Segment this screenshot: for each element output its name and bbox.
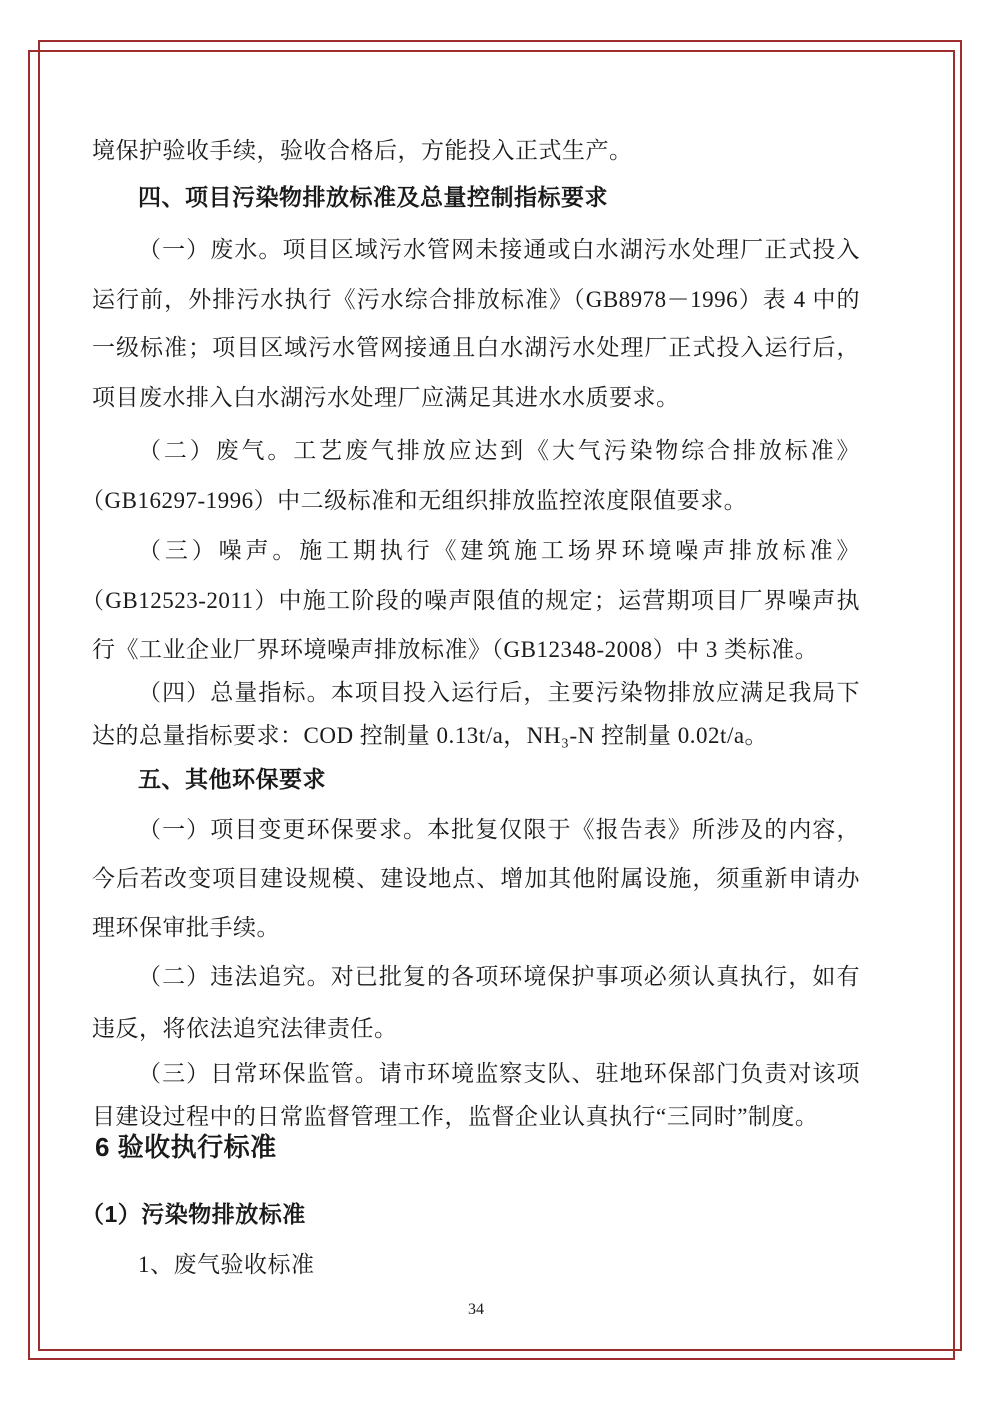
paragraph-line: 目建设过程中的日常监督管理工作，监督企业认真执行“三同时”制度。	[92, 1104, 819, 1129]
paragraph-line: 项目废水排入白水湖污水处理厂应满足其进水水质要求。	[92, 385, 680, 410]
paragraph-line: 今后若改变项目建设规模、建设地点、增加其他附属设施，须重新申请办	[92, 866, 860, 891]
paragraph-line: （GB16297-1996）中二级标准和无组织排放监控浓度限值要求。	[81, 488, 748, 513]
paragraph-line: 达的总量指标要求：COD 控制量 0.13t/a，NH₃-N 控制量 0.02t/a。	[92, 723, 769, 748]
paragraph-line: 违反，将依法追究法律责任。	[92, 1016, 398, 1041]
paragraph-line: （三）日常环保监管。请市环境监察支队、驻地环保部门负责对该项	[138, 1061, 860, 1086]
section-heading-4: 四、项目污染物排放标准及总量控制指标要求	[138, 184, 608, 210]
page-number: 34	[468, 1301, 484, 1318]
chapter-heading-6: 6 验收执行标准	[95, 1132, 277, 1162]
paragraph-line: （三）噪声。施工期执行《建筑施工场界环境噪声排放标准》	[138, 538, 860, 563]
paragraph-line: （一）项目变更环保要求。本批复仅限于《报告表》所涉及的内容，	[138, 817, 860, 842]
paragraph-line: （二）违法追究。对已批复的各项环境保护事项必须认真执行，如有	[138, 964, 860, 989]
paragraph-line: （四）总量指标。本项目投入运行后，主要污染物排放应满足我局下	[138, 680, 860, 705]
paragraph-line: 一级标准；项目区域污水管网接通且白水湖污水处理厂正式投入运行后，	[92, 335, 860, 360]
subsection-heading-1: （1）污染物排放标准	[81, 1201, 306, 1227]
paragraph-line: 行《工业企业厂界环境噪声排放标准》（GB12348-2008）中 3 类标准。	[92, 637, 819, 662]
paragraph-line: （GB12523-2011）中施工阶段的噪声限值的规定；运营期项目厂界噪声执	[81, 588, 860, 613]
paragraph-line: （二）废气。工艺废气排放应达到《大气污染物综合排放标准》	[138, 438, 860, 463]
paragraph-line: 理环保审批手续。	[92, 915, 280, 940]
list-item-heading: 1、废气验收标准	[138, 1252, 315, 1277]
section-heading-5: 五、其他环保要求	[138, 766, 326, 792]
paragraph-line: 运行前，外排污水执行《污水综合排放标准》（GB8978－1996）表 4 中的	[92, 287, 860, 312]
paragraph-line: （一）废水。项目区域污水管网未接通或白水湖污水处理厂正式投入	[138, 237, 860, 262]
paragraph-line: 境保护验收手续，验收合格后，方能投入正式生产。	[92, 138, 633, 163]
